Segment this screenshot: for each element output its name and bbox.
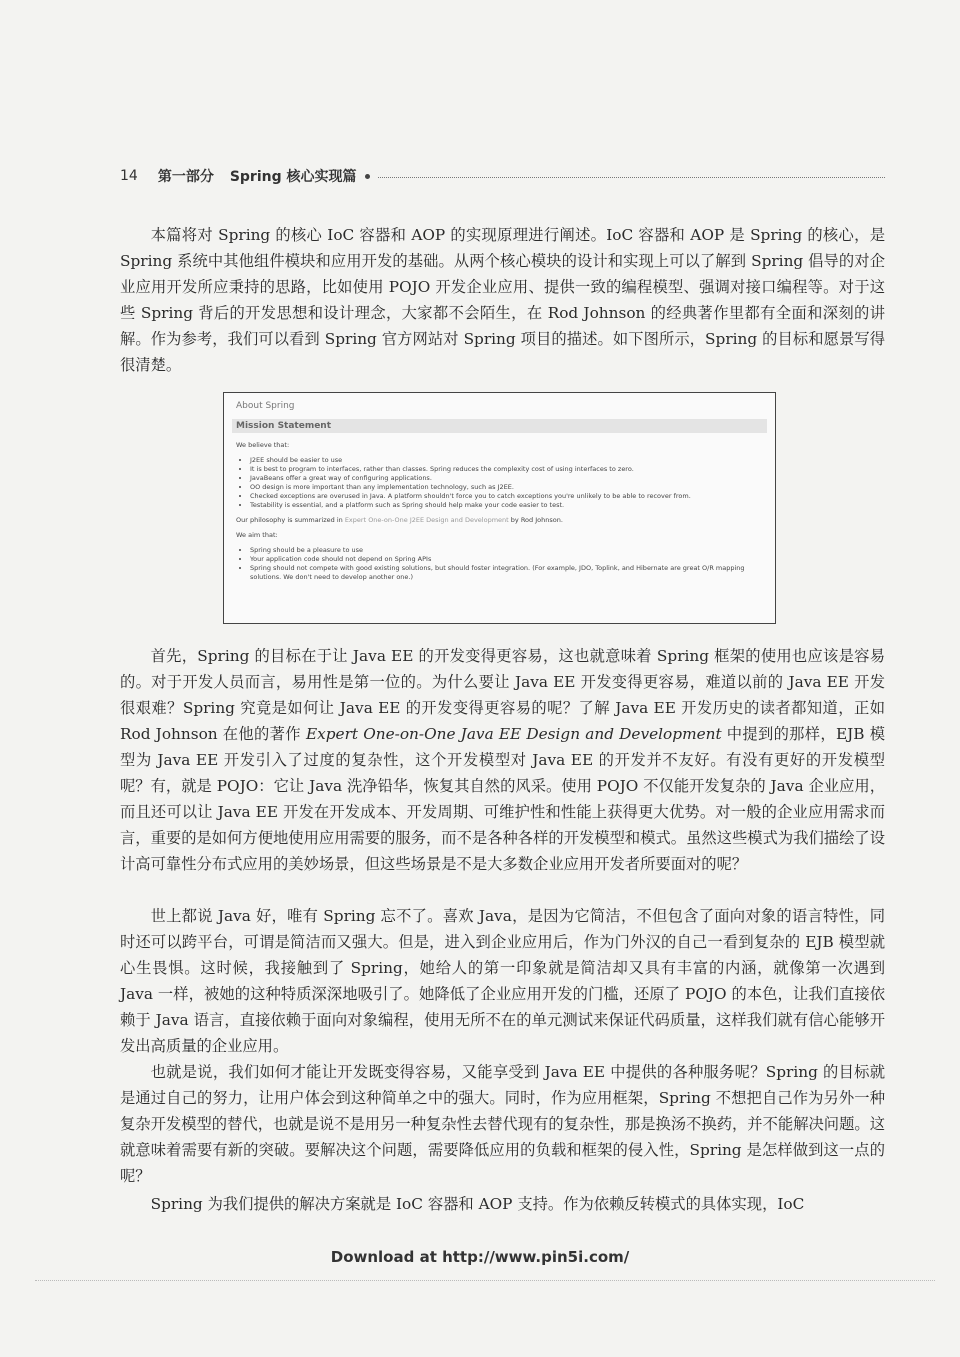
paragraph-goal-text-b: 中提到的那样，EJB 模型为 Java EE 开发引入了过度的复杂性，这个开发模型对 Java EE 的开发并不友好。有没有更好的开发模型呢？有，就是 POJO：它让 Java 洗净铅华，恢复其自然的风采。使用 POJO 不仅能开发复杂的 Java 企业应用，而且还可以让 Java EE 开发在开发成本、开发周期、可维护性和性能上获得更大优势。对一般的企业应用需求而言，重要的是如何方便地使用应用需要的服务，而不是各种各样的开发模型和模式。虽然这些模式为我们描绘了设计高可靠性分布式应用的美妙场景，但这些场景是不是大多数企业应用开发者所要面对的呢？ [120, 725, 885, 873]
paragraph-intro: 本篇将对 Spring 的核心 IoC 容器和 AOP 的实现原理进行阐述。IoC 容器和 AOP 是 Spring 的核心，是 Spring 系统中其他组件模块和应用开发的基础。从两个核心模块的设计和实现上可以了解到 Spring 倡导的对企业应用开发所应秉持的思路，比如使用 POJO 开发企业应用、提供一致的编程模型、强调对接口编程等。对于这些 Spring 背后的开发思想和设计理念，大家都不会陌生，在 Rod Johnson 的经典著作里都有全面和深刻的讲解。作为参考，我们可以看到 Spring 官方网站对 Spring 项目的描述。如下图所示，Spring 的目标和愿景写得很清楚。 [120, 226, 885, 374]
header-rule [378, 177, 886, 178]
paragraph-goal-text-a: 首先，Spring 的目标在于让 Java EE 的开发变得更容易，这也就意味着 Spring 框架的使用也应该是容易的。对于开发人员而言，易用性是第一位的。为什么要让 Java EE 开发变得更容易，难道以前的 Java EE 开发很艰难？Spring 究竟是如何让 Java EE 的开发变得更容易的呢？了解 Java EE 开发历史的读者都知道，正如 Rod Johnson 在他的著作 [120, 647, 885, 743]
list-item: • OO design is more important than any implementation technology, such as J2EE. [250, 483, 763, 492]
figure-title: About Spring [236, 401, 295, 411]
figure-aim-intro: We aim that: [236, 531, 278, 539]
paragraph-java: 世上都说 Java 好，唯有 Spring 忘不了。喜欢 Java，是因为它简洁，不但包含了面向对象的语言特性，同时还可以跨平台，可谓是简洁而又强大。但是，进入到企业应用后，作为门外汉的自己一看到复杂的 EJB 模型就心生畏惧。这时候，我接触到了 Spring，她给人的第一印象就是简洁却又具有丰富的内涵，就像第一次遇到 Java 一样，被她的这种特质深深地吸引了。她降低了企业应用开发的门槛，还原了 POJO 的本色，让我们直接依赖于 Java 语言，直接依赖于面向对象编程，使用无所不在的单元测试来保证代码质量，这样我们就有信心能够开发出高质量的企业应用。 [120, 907, 885, 1055]
figure-believe-intro: We believe that: [236, 441, 290, 449]
list-item: • Spring should not compete with good existing solutions, but should foster integration. (For example, JDO, Toplink, and Hibernate are great O/R mapping solutions. We don't need to develop another one.) [250, 564, 763, 582]
download-footer: Download at http://www.pin5i.com/ [330, 1248, 630, 1266]
philosophy-author: by Rod Johnson. [508, 516, 563, 524]
figure-beliefs-list [236, 456, 763, 510]
list-item: • JavaBeans offer a great way of configuring applications. [250, 474, 763, 483]
list-item: • Your application code should not depend on Spring APIs [250, 555, 763, 564]
list-item: • J2EE should be easier to use [250, 456, 763, 465]
figure-mission-heading: Mission Statement [232, 419, 767, 433]
figure-philosophy [236, 516, 763, 525]
part-title: Spring 核心实现篇 [229, 169, 357, 185]
philosophy-text: Our philosophy is summarized in [236, 516, 345, 524]
philosophy-book-link: Expert One-on-One J2EE Design and Development [344, 516, 509, 524]
part-label: 第一部分 [157, 169, 214, 185]
header-bullet-icon [365, 174, 370, 179]
bottom-rule [35, 1280, 935, 1281]
list-item: • Checked exceptions are overused in Java. A platform shouldn't force you to catch exceptions you're unlikely to be able to recover from. [250, 492, 763, 501]
figure-aims-list [236, 546, 763, 582]
paragraph-simplicity: 也就是说，我们如何才能让开发既变得容易，又能享受到 Java EE 中提供的各种服务呢？Spring 的目标就是通过自己的努力，让用户体会到这种简单之中的强大。同时，作为应用框架，Spring 不想把自己作为另外一种复杂开发模型的替代，也就是说不是用另一种复杂性去替代现有的复杂性，那是换汤不换药，并不能解决问题。这就意味着需要有新的突破。要解决这个问题，需要降低应用的负载和框架的侵入性，Spring 是怎样做到这一点的呢？ [120, 1063, 885, 1185]
book-title: Expert One-on-One Java EE Design and Development [305, 725, 722, 743]
running-header [120, 165, 885, 187]
list-item: • Testability is essential, and a platform such as Spring should help make your code easier to test. [250, 501, 763, 510]
page-number: 14 [120, 168, 138, 184]
list-item: • Spring should be a pleasure to use [250, 546, 763, 555]
paragraph-solution: Spring 为我们提供的解决方案就是 IoC 容器和 AOP 支持。作为依赖反转模式的具体实现，IoC [150, 1195, 805, 1213]
spring-mission-figure [223, 392, 776, 624]
list-item: • It is best to program to interfaces, rather than classes. Spring reduces the complexity cost of using interfaces to zero. [250, 465, 763, 474]
paragraph-goal [120, 643, 885, 877]
